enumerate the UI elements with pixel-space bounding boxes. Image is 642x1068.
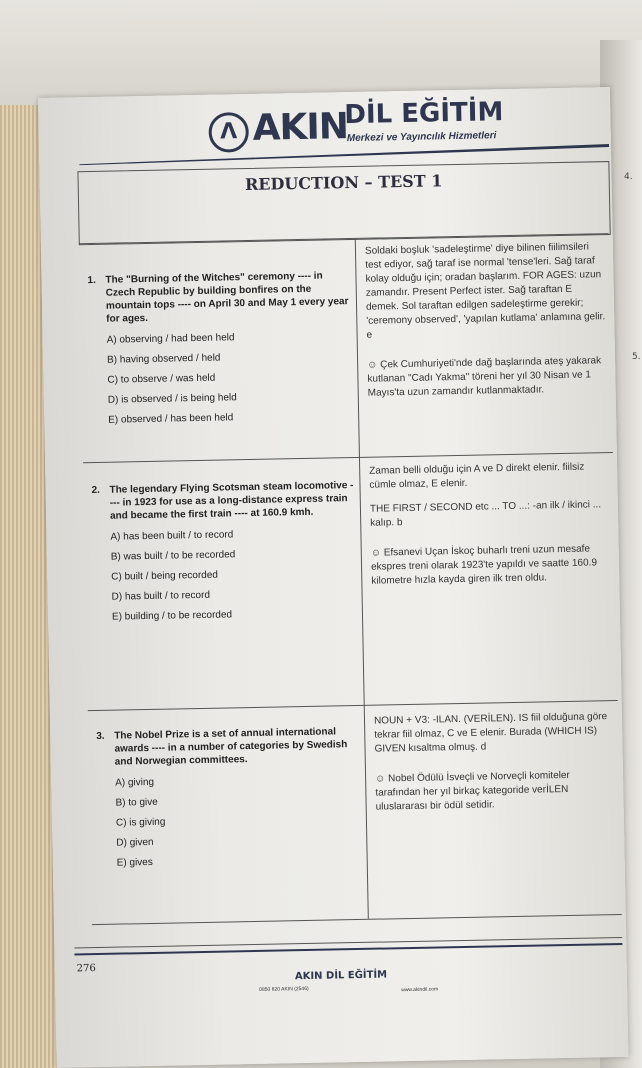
explanation-1 (365, 240, 608, 411)
logo-dil-text: DİL EĞİTİM (344, 97, 504, 131)
explanation-text: Zaman belli olduğu için A ve D direkt elenir. fiilsiz cümle olmaz, E elenir. (369, 461, 585, 491)
logo-subtitle: Merkezi ve Yayıncılık Hizmetleri (346, 130, 497, 145)
option-e: E) gives (116, 856, 153, 869)
footer-phone: 0850 820 AKIN (2546) (259, 985, 309, 993)
question-2 (91, 479, 356, 623)
footer-logo: AKIN DİL EĞİTİM (294, 969, 388, 983)
question-table (79, 233, 622, 925)
option-a: A) giving (115, 776, 155, 789)
option-a: A) has been built / to record (110, 529, 234, 543)
question-3 (96, 725, 361, 869)
option-c: C) to observe / was held (107, 372, 216, 386)
option-d: D) is observed / is being held (107, 392, 237, 406)
option-b: B) to give (115, 796, 158, 809)
translation-text: Nobel Ödülü İsveçli ve Norveçli komiteler tarafından her yıl birkaç kategoride verİLEN uluslararası bir ödül setidir. (375, 769, 570, 813)
question-text: The legendary Flying Scotsman steam locomotive ---- in 1923 for use as a long-distance express train and became the first train ---- at 160.9 kmh. (109, 480, 354, 522)
option-c: C) built / being recorded (111, 569, 219, 583)
question-1 (87, 269, 352, 426)
translation-icon: ☺ (367, 359, 381, 371)
option-e: E) observed / has been held (108, 412, 234, 426)
option-c: C) is giving (115, 816, 166, 829)
translation-icon: ☺ (370, 547, 384, 559)
question-text: The "Burning of the Witches" ceremony ---- in Czech Republic by building bonfires on the mountain tops ---- on April 30 and May 1 every year for ages. (105, 270, 349, 325)
option-d: D) given (116, 836, 154, 849)
explanation-text: THE FIRST / SECOND etc ... TO ...: -an ilk / ikinci ... kalıp. b (369, 499, 602, 529)
translation-icon: ☺ (375, 773, 389, 785)
page-title: REDUCTION – TEST 1 (244, 171, 443, 195)
book-page (38, 87, 629, 1068)
adjacent-page-mark: 4. (624, 172, 633, 182)
explanation-2 (369, 460, 612, 599)
footer-divider (74, 937, 622, 949)
question-text: The Nobel Prize is a set of annual international awards ---- in a number of categories by Swedish and Norwegian committees. (114, 726, 348, 768)
explanation-3 (374, 710, 616, 825)
option-b: B) having observed / held (106, 352, 221, 366)
footer-swoosh (74, 943, 622, 956)
adjacent-page-mark: 5. (632, 352, 641, 362)
row-divider (88, 700, 618, 711)
logo-mark-icon: Λ (208, 112, 249, 153)
title-box (77, 161, 610, 245)
option-a: A) observing / had been held (106, 332, 235, 346)
translation-text: Çek Cumhuriyeti'nde dağ başlarında ateş yakarak kutlanan "Cadı Yakma" töreni her yıl 30 Nisan ve 1 Mayıs'ta uzun zamandır kutlanmaktadır. (367, 355, 602, 399)
logo-akin-text: AKIN (252, 106, 349, 149)
question-number: 1. (87, 274, 96, 287)
page-number: 276 (76, 963, 96, 975)
explanation-text: NOUN + V3: -ILAN. (VERİLEN). IS fiil olduğuna göre tekrar fiil olmaz, C ve E elenir. Burada (WHICH IS) GIVEN kısaltma olmuş. d (373, 711, 608, 755)
translation-text: Efsanevi Uçan İskoç buharlı treni uzun mesafe ekspres treni olarak 1923'te yapıldı ve saatte 160.9 kilometre hızla kayda giren ilk tren oldu. (370, 543, 598, 587)
option-d: D) has built / to record (111, 589, 211, 603)
option-e: E) building / to be recorded (111, 609, 233, 623)
question-number: 3. (96, 730, 105, 742)
explanation-text: Soldaki boşluk 'sadeleştirme' diye bilinen fiilimsileri test ediyor, sağ taraf ise normal 'tense'leri. Sağ taraf kolay olduğu için; oradan başlarım. FOR AGES: uzun zamandır. Present Perfect ister. Sağ taraftan E demek. Sol taraftan edilgen sadeleştirme gerekir; 'ceremony observed', 'yapılan kutlama' anlamına gelir. e (364, 241, 606, 341)
footer-website: www.akindil.com (401, 986, 439, 994)
question-number: 2. (91, 484, 100, 497)
option-b: B) was built / to be recorded (110, 549, 236, 563)
